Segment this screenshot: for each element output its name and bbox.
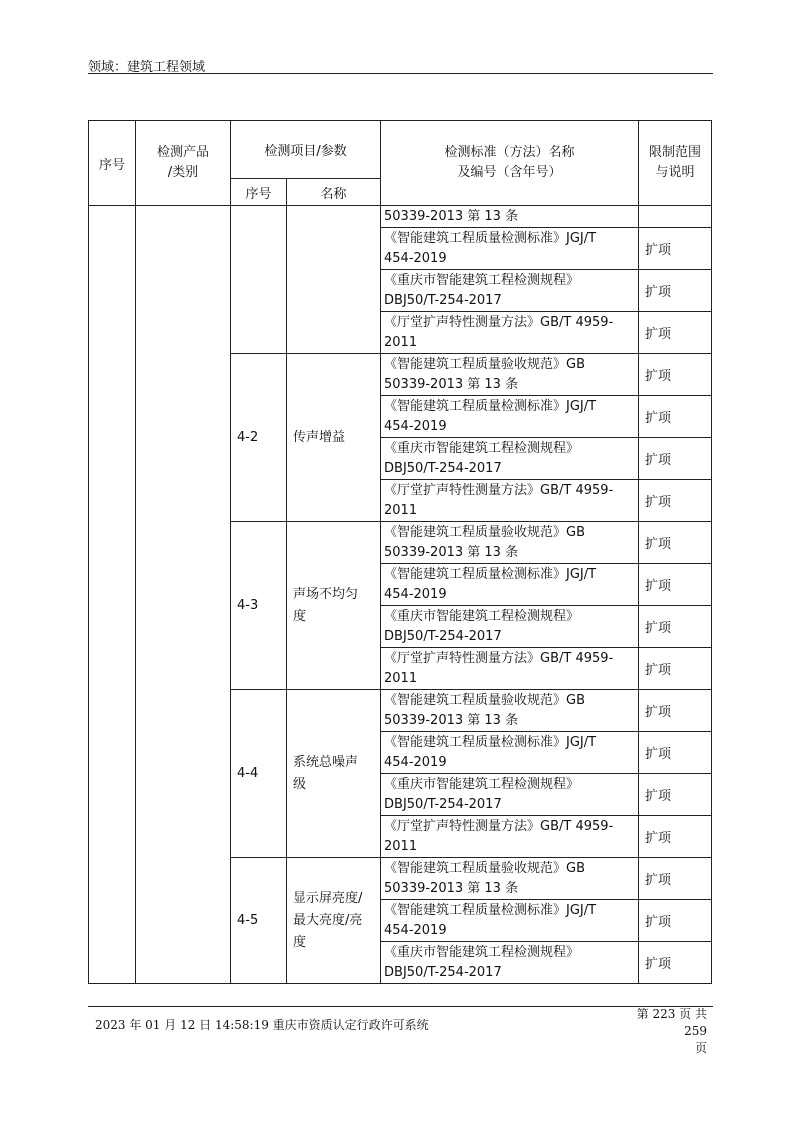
header-rule	[88, 73, 713, 74]
col-item-name-header: 名称	[287, 179, 381, 206]
standard-cell: 《智能建筑工程质量检测标准》JGJ/T 454-2019	[381, 732, 639, 774]
table-row	[89, 206, 712, 228]
limit-cell: 扩项	[639, 732, 712, 774]
limit-cell: 扩项	[639, 774, 712, 816]
item-no-cell: 4-2	[231, 354, 287, 522]
limit-cell: 扩项	[639, 312, 712, 354]
standard-cell: 《厅堂扩声特性测量方法》GB/T 4959- 2011	[381, 648, 639, 690]
col-limit-header: 限制范围 与说明	[639, 121, 712, 206]
inspection-table	[88, 120, 712, 984]
col-item-group-header: 检测项目/参数	[231, 121, 381, 179]
limit-cell: 扩项	[639, 858, 712, 900]
limit-cell: 扩项	[639, 480, 712, 522]
col-standard-header: 检测标准（方法）名称 及编号（含年号）	[381, 121, 639, 206]
limit-cell: 扩项	[639, 648, 712, 690]
limit-cell: 扩项	[639, 438, 712, 480]
limit-cell: 扩项	[639, 522, 712, 564]
col-item-seq-header: 序号	[231, 179, 287, 206]
standard-cell: 《重庆市智能建筑工程检测规程》 DBJ50/T-254-2017	[381, 774, 639, 816]
item-no-cell: 4-5	[231, 858, 287, 984]
limit-cell: 扩项	[639, 270, 712, 312]
header-domain: 领域：建筑工程领域	[88, 60, 206, 75]
item-no-cell	[231, 206, 287, 354]
col-product-header: 检测产品 /类别	[136, 121, 231, 206]
standard-cell: 《智能建筑工程质量验收规范》GB 50339-2013 第 13 条	[381, 522, 639, 564]
item-name-cell: 传声增益	[287, 354, 381, 522]
standard-cell: 《厅堂扩声特性测量方法》GB/T 4959- 2011	[381, 312, 639, 354]
limit-cell: 扩项	[639, 816, 712, 858]
standard-cell: 《智能建筑工程质量检测标准》JGJ/T 454-2019	[381, 396, 639, 438]
standard-cell: 《智能建筑工程质量检测标准》JGJ/T 454-2019	[381, 900, 639, 942]
standard-cell: 《厅堂扩声特性测量方法》GB/T 4959- 2011	[381, 816, 639, 858]
standard-cell: 《智能建筑工程质量检测标准》JGJ/T 454-2019	[381, 228, 639, 270]
item-name-cell: 系统总噪声 级	[287, 690, 381, 858]
standard-cell: 50339-2013 第 13 条	[381, 206, 639, 228]
standard-cell: 《重庆市智能建筑工程检测规程》 DBJ50/T-254-2017	[381, 606, 639, 648]
limit-cell: 扩项	[639, 564, 712, 606]
limit-cell: 扩项	[639, 228, 712, 270]
standard-cell: 《厅堂扩声特性测量方法》GB/T 4959- 2011	[381, 480, 639, 522]
item-name-cell: 显示屏亮度/ 最大亮度/亮 度	[287, 858, 381, 984]
standard-cell: 《智能建筑工程质量验收规范》GB 50339-2013 第 13 条	[381, 858, 639, 900]
limit-cell: 扩项	[639, 354, 712, 396]
limit-cell: 扩项	[639, 942, 712, 984]
standard-cell: 《重庆市智能建筑工程检测规程》 DBJ50/T-254-2017	[381, 942, 639, 984]
product-cell	[136, 206, 231, 984]
limit-cell: 扩项	[639, 606, 712, 648]
seq-cell	[89, 206, 136, 984]
standard-cell: 《智能建筑工程质量验收规范》GB 50339-2013 第 13 条	[381, 690, 639, 732]
item-name-cell	[287, 206, 381, 354]
standard-cell: 《重庆市智能建筑工程检测规程》 DBJ50/T-254-2017	[381, 270, 639, 312]
item-no-cell: 4-3	[231, 522, 287, 690]
standard-cell: 《重庆市智能建筑工程检测规程》 DBJ50/T-254-2017	[381, 438, 639, 480]
limit-cell: 扩项	[639, 690, 712, 732]
footer-page-number: 第 223 页 共 259 页	[636, 1007, 707, 1055]
col-seq-header: 序号	[89, 121, 136, 206]
limit-cell: 扩项	[639, 900, 712, 942]
item-name-cell: 声场不均匀 度	[287, 522, 381, 690]
footer-timestamp: 2023 年 01 月 12 日 14:58:19 重庆市资质认定行政许可系统	[95, 1018, 429, 1032]
limit-cell: 扩项	[639, 396, 712, 438]
standard-cell: 《智能建筑工程质量验收规范》GB 50339-2013 第 13 条	[381, 354, 639, 396]
item-no-cell: 4-4	[231, 690, 287, 858]
standard-cell: 《智能建筑工程质量检测标准》JGJ/T 454-2019	[381, 564, 639, 606]
limit-cell	[639, 206, 712, 228]
